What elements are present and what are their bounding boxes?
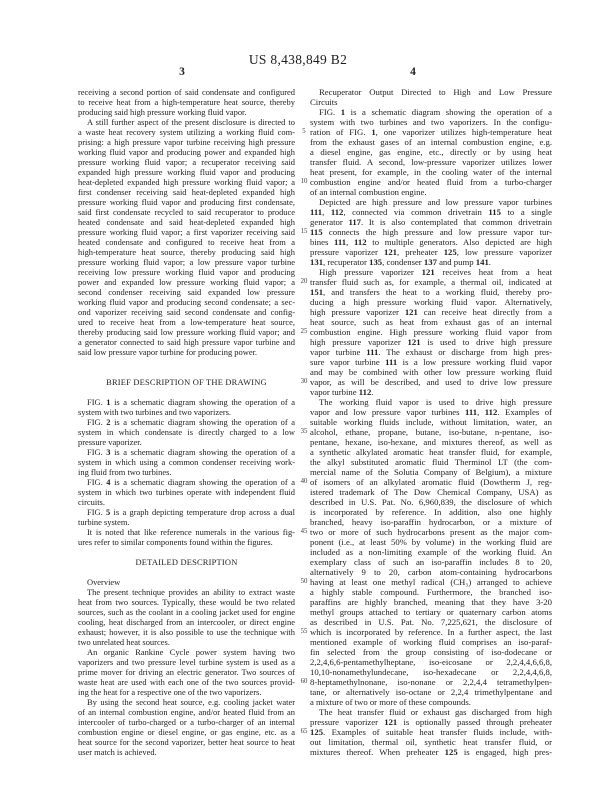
text-line: a diesel engine, gas engine, etc., directly or by using heat	[310, 147, 552, 157]
text-line: FIG. 1 is a schematic diagram showing the operation of a	[87, 397, 295, 407]
text-line: 2,2,4,6,6-pentamethylheptane, iso-eicosane or 2,2,4,4,6,6,8,	[310, 657, 552, 667]
text-line: said first condensate recycled to said recuperator to produce	[78, 207, 295, 217]
text-line: high-temperature heat source, thereby producing said high	[78, 247, 295, 257]
text-line: combustion engine and/or heated fluid from a turbo-charger	[310, 177, 552, 187]
text-line: pressure vaporizer 121, preheater 125, low pressure vaporizer	[310, 247, 553, 257]
text-line: vapor, as will be described, and used to drive low pressure	[310, 377, 552, 387]
text-line: the alkyl substituted aromatic fluid Therminol LT (the com-	[310, 457, 552, 467]
text-line: The present technique provides an ability to extract waste	[87, 587, 295, 597]
left-column-page-number: 3	[179, 66, 185, 78]
text-line: system with two turbines and two vaporizers. In the configu-	[310, 117, 552, 127]
text-line: waste heat are used with each one of the two sources provid-	[78, 677, 295, 687]
text-line: vapor turbine 111. The exhaust or discharge from high pres-	[310, 347, 553, 357]
text-line: heated condensate and said heat-depleted expanded high	[78, 217, 295, 227]
gutter-line-number: 20	[300, 278, 308, 285]
text-line: out limitation, thermal oil, synthetic heat transfer fluid, or	[310, 737, 552, 747]
gutter-line-number: 15	[300, 228, 308, 235]
right-column-page-number: 4	[410, 66, 416, 78]
text-line: prime mover for driving an electric generator. Two sources of	[78, 667, 295, 677]
text-line: high pressure vaporizer 121 can receive heat directly from a	[310, 307, 552, 317]
text-line: cooling, heat discharged from an intercooler, or direct engine	[78, 617, 295, 627]
text-line: transfer fluid such as, for example, a thermal oil, indicated at	[310, 277, 552, 287]
blank-line	[78, 547, 295, 557]
text-line: Depicted are high pressure and low pressure vapor turbines	[319, 197, 552, 207]
text-line: heat present, for example, in the cooling water of the internal	[310, 167, 552, 177]
text-line: 151, and transfers the heat to a working fluid, thereby pro-	[310, 287, 552, 297]
text-line: having at least one methyl radical (CH₃) arranged to achieve	[310, 577, 552, 587]
text-line: FIG. 1 is a schematic diagram showing the operation of a	[319, 107, 553, 117]
section-heading: BRIEF DESCRIPTION OF THE DRAWING	[106, 377, 267, 387]
text-line: intercooler of turbo-charged or a turbo-charger of an internal	[78, 717, 295, 727]
text-line: Overview	[87, 577, 121, 587]
right-text-column	[310, 87, 552, 757]
text-line: working fluid vapor and producing second condensate; a sec-	[78, 297, 295, 307]
text-line: is incorporated by reference. In addition, also one highly	[310, 507, 552, 517]
text-line: fin selected from the group consisting of iso-dodecane or	[310, 647, 552, 657]
gutter-line-number: 65	[300, 728, 308, 735]
text-line: ponent (i.e., at least 50% by volume) in the working fluid are	[310, 537, 552, 547]
text-line: paraffins are highly branched, meaning that they have 3-20	[310, 597, 552, 607]
text-line: bines 111, 112 to multiple generators. Also depicted are high	[310, 237, 552, 247]
gutter-line-number: 5	[302, 128, 306, 135]
text-line: a waste heat recovery system utilizing a working fluid com-	[78, 127, 295, 137]
text-line: system in which two turbines operate with independent fluid	[78, 487, 295, 497]
text-line: second condenser receiving said expanded low pressure	[78, 287, 295, 297]
text-line: tane, or alternatively iso-octane or 2,2,4 trimethylpentane and	[310, 687, 552, 697]
text-line: vapor and low pressure vapor turbines 111, 112. Examples of	[310, 407, 552, 417]
text-line: pressure working fluid vapor; a low pressure vapor turbine	[78, 257, 295, 267]
text-line: methyl groups attached to tertiary or quaternary carbon atoms	[310, 607, 552, 617]
text-line: suitable working fluids include, without limitation, water, an	[310, 417, 552, 427]
text-line: vaporizers and two pressure level turbine system is used as a	[78, 657, 295, 667]
text-line: exhaust; however, it is also possible to use the technique with	[78, 627, 295, 637]
text-line: exemplary class of such an iso-paraffin includes 8 to 20,	[310, 557, 552, 567]
text-line: pentane, hexane, iso-hexane, and mixtures thereof, as well as	[310, 437, 552, 447]
text-line: ond vaporizer receiving said second condensate and config-	[78, 307, 295, 317]
gutter-line-number: 45	[300, 528, 308, 535]
text-line: 111, 112, connected via common drivetrain 115 to a single	[310, 207, 553, 217]
gutter-line-number: 10	[300, 178, 308, 185]
text-line: 115 connects the high pressure and low pressure vapor tur-	[310, 227, 552, 237]
text-line: said low pressure vapor turbine for producing power.	[78, 347, 258, 357]
gutter-line-number: 35	[300, 428, 308, 435]
section-heading: DETAILED DESCRIPTION	[135, 557, 238, 567]
gutter-line-number: 40	[300, 478, 308, 485]
text-line: heat source for the second vaporizer, better heat source to heat	[78, 737, 295, 747]
text-line: two or more of such hydrocarbons present as the major com-	[310, 527, 552, 537]
text-line: and may be combined with other low pressure working fluid	[310, 367, 552, 377]
gutter-line-number: 30	[300, 378, 308, 385]
text-line: working fluid vapor and producing power and expanded high	[78, 147, 295, 157]
text-line: heat source, such as heat from exhaust gas of an internal	[310, 317, 552, 327]
text-line: receiving a second portion of said condensate and configured	[78, 87, 295, 97]
text-line: mixtures thereof. When preheater 125 is engaged, high pres-	[310, 747, 552, 757]
text-line: a mixture of two or more of these compounds.	[310, 697, 471, 707]
text-line: to receive heat from a high-temperature heat source, thereby	[78, 97, 295, 107]
gutter-line-number: 55	[300, 628, 308, 635]
blank-line	[78, 367, 295, 377]
text-line: heated condensate and configured to receive heat from a	[78, 237, 295, 247]
blank-line	[78, 387, 295, 397]
text-line: transfer fluid. A second, low-pressure vaporizer utilizes lower	[310, 157, 552, 167]
text-line: pressure vaporizer 121 is optionally passed through preheater	[310, 717, 552, 727]
text-line: ing the heat for a respective one of the two vaporizers.	[78, 687, 262, 697]
text-line: ing fluid from two turbines.	[78, 467, 172, 477]
text-line: user match is achieved.	[78, 747, 157, 757]
text-line: pressure vaporizer.	[78, 437, 142, 447]
text-line: prising: a high pressure vapor turbine receiving high pressure	[78, 137, 295, 147]
text-line: a generator connected to said high pressure vapor turbine and	[78, 337, 295, 347]
text-line: included as a non-limiting example of the working fluid. An	[310, 547, 552, 557]
text-line: ducing a high pressure working fluid vapor. Alternatively,	[310, 297, 552, 307]
text-line: Recuperator Output Directed to High and Low Pressure	[319, 87, 552, 97]
text-line: producing said high pressure working fluid vapor.	[78, 107, 247, 117]
text-line: pressure working fluid vapor; a recuperator receiving said	[78, 157, 295, 167]
text-line: high pressure vaporizer 121 is used to drive high pressure	[310, 337, 552, 347]
text-line: sources, such as the coolant in a cooling jacket used for engine	[78, 607, 295, 617]
text-line: mentioned example of working fluid comprises an iso-paraf-	[310, 637, 552, 647]
text-line: The heat transfer fluid or exhaust gas discharged from high	[319, 707, 552, 717]
text-line: circuits.	[78, 497, 105, 507]
text-line: It is noted that like reference numerals in the various fig-	[87, 527, 295, 537]
text-line: FIG. 3 is a schematic diagram showing the operation of a	[87, 447, 295, 457]
text-line: alternatively 9 to 20, carbon atom-containing hydrocarbons	[310, 567, 552, 577]
text-line: alcohol, ethane, propane, butane, iso-butane, n-pentane, iso-	[310, 427, 552, 437]
text-line: heat from two sources. Typically, these would be two related	[78, 597, 295, 607]
text-line: combustion engine or diesel engine, or gas engine, etc. as a	[78, 727, 295, 737]
text-line: High pressure vaporizer 121 receives heat from a heat	[319, 267, 552, 277]
text-line: thereby producing said low pressure working fluid vapor; and	[78, 327, 295, 337]
text-line: 10,10-nonamethylundecane, iso-hexadecane or 2,2,4,4,6,8,	[310, 667, 552, 677]
gutter-line-number: 50	[300, 578, 308, 585]
text-line: as described in U.S. Pat. No. 7,225,621, the disclosure of	[310, 617, 552, 627]
text-line: branched, heavy iso-paraffin hydrocarbon, or a mixture of	[310, 517, 552, 527]
text-line: istered trademark of The Dow Chemical Company, USA) as	[310, 487, 552, 497]
text-line: system with two turbines and two vaporizers.	[78, 407, 232, 417]
text-line: of isomers of an alkylated aromatic fluid (Dowtherm J, reg-	[310, 477, 552, 487]
left-text-column	[78, 87, 295, 757]
text-line: Circuits	[310, 97, 338, 107]
text-line: pressure working fluid vapor and producing first condensate,	[78, 197, 295, 207]
text-line: pressure working fluid vapor; a first vaporizer receiving said	[78, 227, 295, 237]
text-line: heat-depleted expanded high pressure working fluid vapor; a	[78, 177, 295, 187]
text-line: system in which condensate is directly charged to a low	[78, 427, 295, 437]
text-line: FIG. 5 is a graph depicting temperature drop across a dual	[87, 507, 295, 517]
gutter-line-number: 60	[300, 678, 308, 685]
text-line: ration of FIG. 1, one vaporizer utilizes high-temperature heat	[310, 127, 552, 137]
text-line: A still further aspect of the present disclosure is directed to	[87, 117, 295, 127]
text-line: from the exhaust gases of an internal combustion engine, e.g.	[310, 137, 552, 147]
text-line: generator 117. It is also contemplated that common drivetrain	[310, 217, 552, 227]
text-line: sure vapor turbine 111 is a low pressure working fluid vapor	[310, 357, 552, 367]
text-line: a highly stable compound. Furthermore, the branched iso-	[310, 587, 552, 597]
text-line: 131, recuperator 135, condenser 137 and pump 141.	[310, 257, 491, 267]
text-line: mercial name of the Solutia Company of Belgium), a mixture	[310, 467, 552, 477]
text-line: 125. Examples of suitable heat transfer fluids include, with-	[310, 727, 552, 737]
text-line: An organic Rankine Cycle power system having two	[87, 647, 295, 657]
blank-line	[78, 357, 295, 367]
patent-number-header: US 8,438,849 B2	[248, 52, 348, 67]
text-line: of an internal combustion engine.	[310, 187, 427, 197]
text-line: described in U.S. Pat. No. 6,960,839, the disclosure of which	[310, 497, 552, 507]
text-line: FIG. 2 is a schematic diagram showing the operation of a	[87, 417, 295, 427]
text-line: By using the second heat source, e.g. cooling jacket water	[87, 697, 295, 707]
text-line: ured to receive heat from a low-temperature heat source,	[78, 317, 295, 327]
text-line: The working fluid vapor is used to drive high pressure	[319, 397, 552, 407]
text-line: receiving low pressure working fluid vapor and producing	[78, 267, 295, 277]
text-line: of an internal combustion engine, and/or heated fluid from an	[78, 707, 295, 717]
gutter-line-number: 25	[300, 328, 308, 335]
text-line: expanded high pressure working fluid vapor and producing	[78, 167, 295, 177]
text-line: two unrelated heat sources.	[78, 637, 170, 647]
text-line: FIG. 4 is a schematic diagram showing the operation of a	[87, 477, 295, 487]
text-line: power and expanded low pressure working fluid vapor; a	[78, 277, 295, 287]
text-line: vapor turbine 112.	[310, 387, 374, 397]
text-line: system in which using a common condenser receiving work-	[78, 457, 295, 467]
text-line: ures refer to similar components found within the figures.	[78, 537, 273, 547]
text-line: first condenser receiving said heat-depleted expanded high	[78, 187, 295, 197]
blank-line	[78, 567, 295, 577]
text-line: combustion engine. High pressure working fluid vapor from	[310, 327, 552, 337]
text-line: turbine system.	[78, 517, 130, 527]
text-line: which is incorporated by reference. In a further aspect, the last	[310, 627, 552, 637]
text-line: a synthetic alkylated aromatic heat transfer fluid, for example,	[310, 447, 552, 457]
text-line: 8-heptamethylnonane, iso-nonane or 2,2,4,4 tetramethylpen-	[310, 677, 552, 687]
